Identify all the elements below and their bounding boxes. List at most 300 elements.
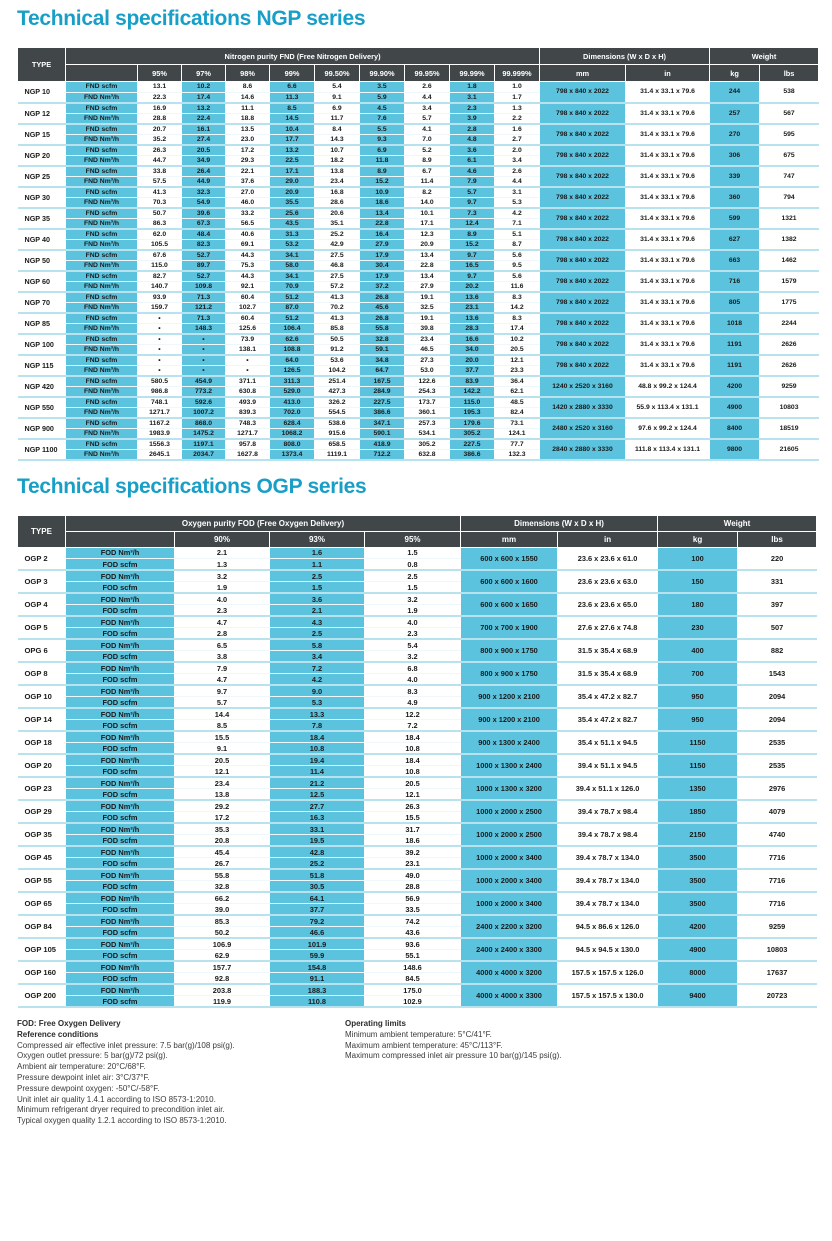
value-cell: 175.0 <box>365 984 461 996</box>
value-cell: • <box>138 355 182 366</box>
value-cell: 632.8 <box>405 449 450 460</box>
value-cell: 1.6 <box>270 547 365 559</box>
value-cell: 48.4 <box>182 229 226 240</box>
value-cell: 85.8 <box>315 323 360 334</box>
value-cell: 70.9 <box>270 281 315 292</box>
dims-in-cell: 39.4 x 51.1 x 94.5 <box>558 754 658 777</box>
weight-lbs-cell: 4079 <box>738 800 817 823</box>
row-label-cell: FOD Nm³/h <box>66 731 175 743</box>
row-label-cell: FND Nm³/h <box>66 365 138 376</box>
value-cell: 6.1 <box>450 155 495 166</box>
purity-column-header: 99.95% <box>405 65 450 82</box>
value-cell: 16.1 <box>182 124 226 135</box>
type-cell: NGP 35 <box>18 208 66 229</box>
value-cell: 17.4 <box>182 92 226 103</box>
value-cell: 26.8 <box>360 313 405 324</box>
type-cell: OGP 2 <box>18 547 66 570</box>
dims-in-cell: 23.6 x 23.6 x 65.0 <box>558 593 658 616</box>
value-cell: 5.3 <box>495 197 540 208</box>
model-row-group <box>18 662 817 685</box>
value-cell: 45.4 <box>175 846 270 858</box>
row-label-cell: FND scfm <box>66 187 138 198</box>
model-row-group <box>18 397 819 418</box>
row-label-cell: FOD scfm <box>66 835 175 847</box>
value-cell: 82.4 <box>495 407 540 418</box>
dims-in-cell: 31.4 x 33.1 x 79.6 <box>626 166 710 187</box>
value-cell: 148.3 <box>182 323 226 334</box>
value-cell: 20.9 <box>405 239 450 250</box>
value-cell: 46.0 <box>226 197 270 208</box>
value-cell: 1.5 <box>365 582 461 594</box>
value-cell: 82.3 <box>182 239 226 250</box>
dims-mm-cell: 1000 x 2000 x 3400 <box>461 846 558 869</box>
value-cell: 257.3 <box>405 418 450 429</box>
value-cell: 34.0 <box>450 344 495 355</box>
value-cell: 159.7 <box>138 302 182 313</box>
value-cell: 34.8 <box>360 355 405 366</box>
value-cell: 39.8 <box>405 323 450 334</box>
purity-column-header: 99.90% <box>360 65 405 82</box>
value-cell: 28.3 <box>450 323 495 334</box>
weight-lbs-cell: 1321 <box>760 208 819 229</box>
dims-mm-cell: 600 x 600 x 1600 <box>461 570 558 593</box>
value-cell: 8.3 <box>495 313 540 324</box>
value-cell: 538.6 <box>315 418 360 429</box>
value-cell: 157.7 <box>175 961 270 973</box>
model-row-group <box>18 292 819 313</box>
weight-group-header: Weight <box>710 48 819 65</box>
value-cell: 26.7 <box>175 858 270 870</box>
model-row-group <box>18 271 819 292</box>
value-cell: 27.4 <box>182 134 226 145</box>
table-row <box>18 984 817 996</box>
value-cell: 5.2 <box>405 145 450 156</box>
value-cell: 17.9 <box>360 271 405 282</box>
value-cell: 7.8 <box>270 720 365 732</box>
weight-kg-cell: 4200 <box>658 915 738 938</box>
row-label-cell: FND Nm³/h <box>66 239 138 250</box>
table-row <box>18 418 819 429</box>
dims-mm-cell: 800 x 900 x 1750 <box>461 639 558 662</box>
weight-lbs-cell: 675 <box>760 145 819 166</box>
model-row-group <box>18 754 817 777</box>
footnote-line: Minimum refrigerant dryer required to precondition inlet air. <box>17 1105 225 1115</box>
table-row <box>18 439 819 450</box>
type-cell: NGP 25 <box>18 166 66 187</box>
value-cell: 30.4 <box>360 260 405 271</box>
value-cell: 14.4 <box>175 708 270 720</box>
value-cell: 2.6 <box>495 166 540 177</box>
model-row-group <box>18 846 817 869</box>
value-cell: 101.9 <box>270 938 365 950</box>
table-row <box>18 250 819 261</box>
value-cell: 386.6 <box>360 407 405 418</box>
row-label-cell: FND scfm <box>66 292 138 303</box>
type-cell: OGP 20 <box>18 754 66 777</box>
row-label-cell: FND Nm³/h <box>66 449 138 460</box>
value-cell: 20.0 <box>450 355 495 366</box>
table-row <box>18 800 817 812</box>
type-cell: OGP 8 <box>18 662 66 685</box>
value-cell: 28.8 <box>138 113 182 124</box>
row-label-cell: FOD scfm <box>66 628 175 640</box>
model-row-group <box>18 250 819 271</box>
weight-kg-cell: 257 <box>710 103 760 124</box>
table-row <box>18 355 819 366</box>
value-cell: 1373.4 <box>270 449 315 460</box>
value-cell: 20.6 <box>315 208 360 219</box>
value-cell: 5.7 <box>175 697 270 709</box>
dims-mm-cell: 798 x 840 x 2022 <box>540 334 626 355</box>
value-cell: 122.6 <box>405 376 450 387</box>
value-cell: 23.0 <box>226 134 270 145</box>
value-cell: 37.7 <box>450 365 495 376</box>
weight-lbs-cell: 2244 <box>760 313 819 334</box>
table-header <box>18 48 819 82</box>
weight-kg-cell: 270 <box>710 124 760 145</box>
type-cell: OGP 29 <box>18 800 66 823</box>
value-cell: 1.8 <box>450 82 495 93</box>
value-cell: 3.4 <box>405 103 450 114</box>
model-row-group <box>18 685 817 708</box>
dims-in-cell: 39.4 x 78.7 x 134.0 <box>558 846 658 869</box>
reference-conditions-block <box>17 1019 345 1127</box>
value-cell: 4.2 <box>495 208 540 219</box>
value-cell: 3.2 <box>365 593 461 605</box>
value-cell: 84.5 <box>365 973 461 985</box>
table-row <box>18 187 819 198</box>
value-cell: 32.8 <box>360 334 405 345</box>
weight-kg-cell: 9400 <box>658 984 738 1007</box>
value-cell: 44.7 <box>138 155 182 166</box>
weight-lbs-cell: 7716 <box>738 869 817 892</box>
row-label-cell: FOD scfm <box>66 881 175 893</box>
model-row-group <box>18 869 817 892</box>
dims-in-cell: 31.4 x 33.1 x 79.6 <box>626 355 710 376</box>
value-cell: 580.5 <box>138 376 182 387</box>
value-cell: 20.8 <box>175 835 270 847</box>
weight-lbs-cell: 18519 <box>760 418 819 439</box>
value-cell: 7.2 <box>270 662 365 674</box>
value-cell: 20.9 <box>270 187 315 198</box>
value-cell: 305.2 <box>405 439 450 450</box>
weight-kg-cell: 1150 <box>658 754 738 777</box>
weight-lbs-cell: 4740 <box>738 823 817 846</box>
value-cell: 138.1 <box>226 344 270 355</box>
value-cell: 8.6 <box>226 82 270 93</box>
row-label-cell: FOD scfm <box>66 858 175 870</box>
value-cell: 915.6 <box>315 428 360 439</box>
value-cell: 7.1 <box>495 218 540 229</box>
value-cell: 3.4 <box>495 155 540 166</box>
value-cell: 91.2 <box>315 344 360 355</box>
row-label-cell: FND scfm <box>66 229 138 240</box>
value-cell: 4.0 <box>365 616 461 628</box>
value-cell: 58.0 <box>270 260 315 271</box>
dims-in-cell: 31.4 x 33.1 x 79.6 <box>626 103 710 124</box>
value-cell: 2.3 <box>175 605 270 617</box>
weight-kg-cell: 663 <box>710 250 760 271</box>
operating-limits-lines <box>345 1030 562 1062</box>
value-cell: 10.2 <box>182 82 226 93</box>
dimensions-group-header: Dimensions (W x D x H) <box>461 515 658 531</box>
value-cell: 50.2 <box>175 927 270 939</box>
row-label-cell: FND Nm³/h <box>66 407 138 418</box>
value-cell: • <box>226 365 270 376</box>
value-cell: 167.5 <box>360 376 405 387</box>
footnote-line: Oxygen outlet pressure: 5 bar(g)/72 psi(g). <box>17 1051 168 1061</box>
value-cell: 55.8 <box>175 869 270 881</box>
value-cell: 126.5 <box>270 365 315 376</box>
row-label-cell: FND scfm <box>66 82 138 93</box>
value-cell: 30.5 <box>270 881 365 893</box>
row-label-cell: FND Nm³/h <box>66 92 138 103</box>
value-cell: 17.2 <box>175 812 270 824</box>
type-cell: OGP 55 <box>18 869 66 892</box>
value-cell: 42.9 <box>315 239 360 250</box>
value-cell: 8.9 <box>405 155 450 166</box>
value-cell: 41.3 <box>315 313 360 324</box>
header-row-groups <box>18 515 817 531</box>
value-cell: 1627.8 <box>226 449 270 460</box>
weight-kg-cell: 1850 <box>658 800 738 823</box>
value-cell: 630.8 <box>226 386 270 397</box>
value-cell: 1167.2 <box>138 418 182 429</box>
value-cell: 52.7 <box>182 271 226 282</box>
value-cell: 2.6 <box>405 82 450 93</box>
footnote-line: Typical oxygen quality 1.2.1 according to ISO 8573-1:2010. <box>17 1116 227 1126</box>
value-cell: 658.5 <box>315 439 360 450</box>
value-cell: 4.1 <box>405 124 450 135</box>
value-cell: 3.2 <box>175 570 270 582</box>
weight-unit-header: kg <box>658 531 738 547</box>
value-cell: 8.3 <box>365 685 461 697</box>
weight-kg-cell: 950 <box>658 708 738 731</box>
footnote-line: Pressure dewpoint inlet air: 3°C/37°F. <box>17 1072 150 1082</box>
value-cell: 326.2 <box>315 397 360 408</box>
value-cell: 105.5 <box>138 239 182 250</box>
value-cell: 7.9 <box>175 662 270 674</box>
dims-in-cell: 31.4 x 33.1 x 79.6 <box>626 208 710 229</box>
value-cell: 8.2 <box>405 187 450 198</box>
dims-in-cell: 39.4 x 51.1 x 126.0 <box>558 777 658 800</box>
value-cell: 23.3 <box>495 365 540 376</box>
weight-kg-cell: 2150 <box>658 823 738 846</box>
value-cell: 60.4 <box>226 292 270 303</box>
value-cell: 9.5 <box>495 260 540 271</box>
weight-lbs-cell: 1462 <box>760 250 819 271</box>
value-cell: 628.4 <box>270 418 315 429</box>
row-label-cell: FOD Nm³/h <box>66 639 175 651</box>
value-cell: 3.8 <box>175 651 270 663</box>
value-cell: 23.1 <box>365 858 461 870</box>
type-cell: OGP 3 <box>18 570 66 593</box>
type-cell: NGP 85 <box>18 313 66 334</box>
value-cell: 20.2 <box>450 281 495 292</box>
weight-kg-cell: 180 <box>658 593 738 616</box>
value-cell: 5.4 <box>365 639 461 651</box>
row-label-cell: FOD Nm³/h <box>66 823 175 835</box>
table-row <box>18 616 817 628</box>
value-cell: 13.4 <box>405 271 450 282</box>
value-cell: 44.3 <box>226 271 270 282</box>
value-cell: 35.2 <box>138 134 182 145</box>
value-cell: 5.4 <box>315 82 360 93</box>
value-cell: 8.3 <box>495 292 540 303</box>
value-cell: 22.5 <box>270 155 315 166</box>
value-cell: 2.3 <box>365 628 461 640</box>
row-label-cell: FND scfm <box>66 166 138 177</box>
ogp-spec-table <box>17 515 817 1009</box>
table-row <box>18 754 817 766</box>
value-cell: 17.1 <box>270 166 315 177</box>
value-cell: 6.7 <box>405 166 450 177</box>
type-cell: NGP 12 <box>18 103 66 124</box>
dims-mm-cell: 798 x 840 x 2022 <box>540 124 626 145</box>
value-cell: 773.2 <box>182 386 226 397</box>
value-cell: 13.2 <box>270 145 315 156</box>
value-cell: 8.9 <box>360 166 405 177</box>
dims-in-cell: 31.5 x 35.4 x 68.9 <box>558 639 658 662</box>
model-row-group <box>18 229 819 250</box>
weight-lbs-cell: 1579 <box>760 271 819 292</box>
value-cell: 20.5 <box>365 777 461 789</box>
table-row <box>18 593 817 605</box>
value-cell: 188.3 <box>270 984 365 996</box>
value-cell: 17.9 <box>360 250 405 261</box>
weight-kg-cell: 3500 <box>658 869 738 892</box>
value-cell: 23.4 <box>405 334 450 345</box>
dims-mm-cell: 900 x 1300 x 2400 <box>461 731 558 754</box>
value-cell: 33.5 <box>365 904 461 916</box>
weight-unit-header: kg <box>710 65 760 82</box>
type-cell: OGP 14 <box>18 708 66 731</box>
purity-column-header: 99.50% <box>315 65 360 82</box>
row-label-cell: FOD scfm <box>66 927 175 939</box>
value-cell: 26.3 <box>365 800 461 812</box>
value-cell: 60.4 <box>226 313 270 324</box>
value-cell: 32.3 <box>182 187 226 198</box>
value-cell: 12.5 <box>270 789 365 801</box>
value-cell: 121.2 <box>182 302 226 313</box>
dims-in-cell: 157.5 x 157.5 x 130.0 <box>558 984 658 1007</box>
value-cell: 418.9 <box>360 439 405 450</box>
value-cell: 2.5 <box>270 570 365 582</box>
weight-kg-cell: 4200 <box>710 376 760 397</box>
model-row-group <box>18 961 817 984</box>
table-row <box>18 639 817 651</box>
purity-column-header: 99.999% <box>495 65 540 82</box>
dims-mm-cell: 800 x 900 x 1750 <box>461 662 558 685</box>
value-cell: 16.8 <box>315 187 360 198</box>
weight-lbs-cell: 20723 <box>738 984 817 1007</box>
value-cell: 64.1 <box>270 892 365 904</box>
value-cell: 67.6 <box>138 250 182 261</box>
value-cell: 19.1 <box>405 313 450 324</box>
value-cell: 106.4 <box>270 323 315 334</box>
value-cell: 12.1 <box>365 789 461 801</box>
value-cell: 35.1 <box>315 218 360 229</box>
weight-kg-cell: 244 <box>710 82 760 103</box>
model-row-group <box>18 731 817 754</box>
operating-limits-block <box>345 1019 562 1127</box>
row-label-cell: FOD scfm <box>66 720 175 732</box>
row-label-cell: FND scfm <box>66 145 138 156</box>
weight-lbs-cell: 9259 <box>760 376 819 397</box>
value-cell: 8.7 <box>495 239 540 250</box>
value-cell: 748.3 <box>226 418 270 429</box>
ogp-title: Technical specifications OGP series <box>17 474 367 498</box>
weight-lbs-cell: 220 <box>738 547 817 570</box>
model-row-group <box>18 334 819 355</box>
value-cell: 3.5 <box>360 82 405 93</box>
dims-mm-cell: 1000 x 2000 x 3400 <box>461 869 558 892</box>
table-row <box>18 892 817 904</box>
dims-in-cell: 39.4 x 78.7 x 98.4 <box>558 800 658 823</box>
value-cell: 92.1 <box>226 281 270 292</box>
value-cell: 534.1 <box>405 428 450 439</box>
weight-lbs-cell: 1775 <box>760 292 819 313</box>
table-row <box>18 145 819 156</box>
footnote-line: Pressure dewpoint oxygen: -50°C/-58°F. <box>17 1083 160 1093</box>
value-cell: 50.5 <box>315 334 360 345</box>
value-cell: 57.2 <box>315 281 360 292</box>
type-cell: OGP 105 <box>18 938 66 961</box>
value-cell: • <box>182 355 226 366</box>
value-cell: 41.3 <box>138 187 182 198</box>
value-cell: 1.3 <box>175 559 270 571</box>
value-cell: 311.3 <box>270 376 315 387</box>
value-cell: 51.8 <box>270 869 365 881</box>
dims-in-cell: 39.4 x 78.7 x 98.4 <box>558 823 658 846</box>
value-cell: 69.1 <box>226 239 270 250</box>
value-cell: 85.3 <box>175 915 270 927</box>
dims-in-cell: 31.4 x 33.1 x 79.6 <box>626 124 710 145</box>
model-row-group <box>18 418 819 439</box>
value-cell: 75.3 <box>226 260 270 271</box>
table-row <box>18 124 819 135</box>
value-cell: 23.4 <box>315 176 360 187</box>
value-cell: 4.3 <box>270 616 365 628</box>
row-label-cell: FOD Nm³/h <box>66 547 175 559</box>
value-cell: 55.8 <box>360 323 405 334</box>
value-cell: 1007.2 <box>182 407 226 418</box>
value-cell: 62.6 <box>270 334 315 345</box>
value-cell: 27.3 <box>405 355 450 366</box>
value-cell: 1.7 <box>495 92 540 103</box>
value-cell: 14.0 <box>405 197 450 208</box>
value-cell: 7.3 <box>450 208 495 219</box>
dims-mm-cell: 798 x 840 x 2022 <box>540 313 626 334</box>
weight-lbs-cell: 7716 <box>738 846 817 869</box>
value-cell: 26.3 <box>138 145 182 156</box>
purity-column-header: 99.99% <box>450 65 495 82</box>
value-cell: 1.0 <box>495 82 540 93</box>
value-cell: 21.2 <box>270 777 365 789</box>
value-cell: 19.1 <box>405 292 450 303</box>
dims-mm-cell: 600 x 600 x 1550 <box>461 547 558 570</box>
value-cell: 86.3 <box>138 218 182 229</box>
value-cell: 13.6 <box>450 313 495 324</box>
row-label-cell: FND scfm <box>66 418 138 429</box>
row-label-cell: FOD scfm <box>66 674 175 686</box>
value-cell: 34.1 <box>270 271 315 282</box>
value-cell: 39.6 <box>182 208 226 219</box>
dims-in-cell: 94.5 x 94.5 x 130.0 <box>558 938 658 961</box>
value-cell: 15.5 <box>175 731 270 743</box>
dims-in-cell: 35.4 x 47.2 x 82.7 <box>558 685 658 708</box>
value-cell: 22.8 <box>405 260 450 271</box>
